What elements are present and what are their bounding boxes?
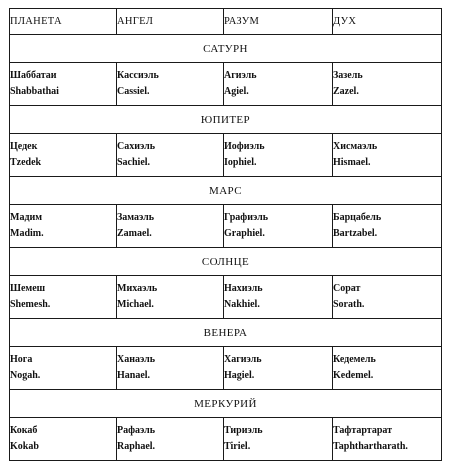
section-title: МАРС bbox=[10, 177, 442, 205]
spirit-cell bbox=[333, 134, 442, 177]
angel-name-latin: Cassiel. bbox=[117, 86, 150, 97]
angel-name-russian: Кассиэль bbox=[117, 70, 159, 81]
planet-name-latin: Shemesh. bbox=[10, 299, 51, 310]
intelligence-name-latin: Agiel. bbox=[224, 86, 249, 97]
table-row bbox=[10, 276, 442, 319]
table-row bbox=[10, 134, 442, 177]
angel-cell bbox=[117, 63, 224, 106]
table-row bbox=[10, 418, 442, 461]
spirit-name-russian: Хисмаэль bbox=[333, 141, 378, 152]
section-title: СОЛНЦЕ bbox=[10, 248, 442, 276]
intelligence-name-russian: Хагиэль bbox=[224, 354, 262, 365]
spirit-name-russian: Зазель bbox=[333, 70, 363, 81]
header-row bbox=[10, 9, 442, 35]
section-title-row bbox=[10, 319, 442, 347]
intelligence-cell bbox=[224, 63, 333, 106]
intelligence-name-russian: Тириэль bbox=[224, 425, 263, 436]
intelligence-name-russian: Нахиэль bbox=[224, 283, 263, 294]
angel-name-latin: Zamael. bbox=[117, 228, 152, 239]
intelligence-name-latin: Nakhiel. bbox=[224, 299, 260, 310]
table-body bbox=[10, 35, 442, 461]
table-row bbox=[10, 347, 442, 390]
planet-name-latin: Tzedek bbox=[10, 157, 42, 168]
spirit-cell bbox=[333, 205, 442, 248]
angel-name-russian: Ханаэль bbox=[117, 354, 156, 365]
angel-cell bbox=[117, 276, 224, 319]
intelligence-cell bbox=[224, 418, 333, 461]
section-title-row bbox=[10, 106, 442, 134]
angel-name-latin: Sachiel. bbox=[117, 157, 151, 168]
planet-name-russian: Цедек bbox=[10, 141, 38, 152]
angel-cell bbox=[117, 347, 224, 390]
header-angel: АНГЕЛ bbox=[117, 9, 224, 35]
section-title: ВЕНЕРА bbox=[10, 319, 442, 347]
spirit-cell bbox=[333, 418, 442, 461]
angel-name-latin: Hanael. bbox=[117, 370, 151, 381]
header-intelligence: РАЗУМ bbox=[224, 9, 333, 35]
spirit-name-latin: Hismael. bbox=[333, 157, 371, 168]
intelligence-cell bbox=[224, 134, 333, 177]
spirit-name-latin: Zazel. bbox=[333, 86, 359, 97]
spirit-cell bbox=[333, 276, 442, 319]
section-title: САТУРН bbox=[10, 35, 442, 63]
planet-name-russian: Нога bbox=[10, 354, 33, 365]
intelligence-cell bbox=[224, 205, 333, 248]
planet-name-russian: Шемеш bbox=[10, 283, 46, 294]
section-title-row bbox=[10, 248, 442, 276]
intelligence-name-latin: Hagiel. bbox=[224, 370, 255, 381]
intelligence-name-latin: Iophiel. bbox=[224, 157, 257, 168]
planet-name-russian: Кокаб bbox=[10, 425, 38, 436]
table-row bbox=[10, 205, 442, 248]
angel-cell bbox=[117, 205, 224, 248]
section-title: МЕРКУРИЙ bbox=[10, 390, 442, 418]
planet-cell bbox=[10, 347, 117, 390]
section-title-row bbox=[10, 177, 442, 205]
planet-cell bbox=[10, 276, 117, 319]
angel-cell bbox=[117, 134, 224, 177]
spirit-name-russian: Сорат bbox=[333, 283, 361, 294]
spirit-cell bbox=[333, 63, 442, 106]
planet-name-latin: Nogah. bbox=[10, 370, 41, 381]
planet-name-russian: Шаббатаи bbox=[10, 70, 57, 81]
spirit-name-latin: Kedemel. bbox=[333, 370, 374, 381]
planet-name-latin: Madim. bbox=[10, 228, 44, 239]
angel-cell bbox=[117, 418, 224, 461]
angel-name-russian: Рафаэль bbox=[117, 425, 156, 436]
intelligence-name-latin: Graphiel. bbox=[224, 228, 265, 239]
angel-name-latin: Michael. bbox=[117, 299, 154, 310]
planet-name-latin: Kokab bbox=[10, 441, 39, 452]
table-row bbox=[10, 63, 442, 106]
planet-name-latin: Shabbathai bbox=[10, 86, 59, 97]
angel-name-latin: Raphael. bbox=[117, 441, 156, 452]
section-title: ЮПИТЕР bbox=[10, 106, 442, 134]
intelligence-name-russian: Иофиэль bbox=[224, 141, 265, 152]
planet-cell bbox=[10, 63, 117, 106]
header-planet: ПЛАНЕТА bbox=[10, 9, 117, 35]
section-title-row bbox=[10, 35, 442, 63]
spirit-name-russian: Тафтартарат bbox=[333, 425, 393, 436]
spirit-name-russian: Барцабель bbox=[333, 212, 382, 223]
spirit-cell bbox=[333, 347, 442, 390]
intelligence-cell bbox=[224, 347, 333, 390]
spirit-name-latin: Sorath. bbox=[333, 299, 365, 310]
planet-cell bbox=[10, 418, 117, 461]
header-spirit: ДУХ bbox=[333, 9, 442, 35]
planet-correspondence-table bbox=[9, 8, 442, 461]
spirit-name-latin: Bartzabel. bbox=[333, 228, 378, 239]
intelligence-name-latin: Tiriel. bbox=[224, 441, 251, 452]
intelligence-cell bbox=[224, 276, 333, 319]
spirit-name-russian: Кедемель bbox=[333, 354, 376, 365]
angel-name-russian: Замаэль bbox=[117, 212, 155, 223]
planet-name-russian: Мадим bbox=[10, 212, 43, 223]
intelligence-name-russian: Графиэль bbox=[224, 212, 269, 223]
planet-cell bbox=[10, 205, 117, 248]
angel-name-russian: Михаэль bbox=[117, 283, 158, 294]
planet-cell bbox=[10, 134, 117, 177]
section-title-row bbox=[10, 390, 442, 418]
intelligence-name-russian: Агиэль bbox=[224, 70, 257, 81]
spirit-name-latin: Taphthartharath. bbox=[333, 441, 408, 452]
angel-name-russian: Сахиэль bbox=[117, 141, 156, 152]
